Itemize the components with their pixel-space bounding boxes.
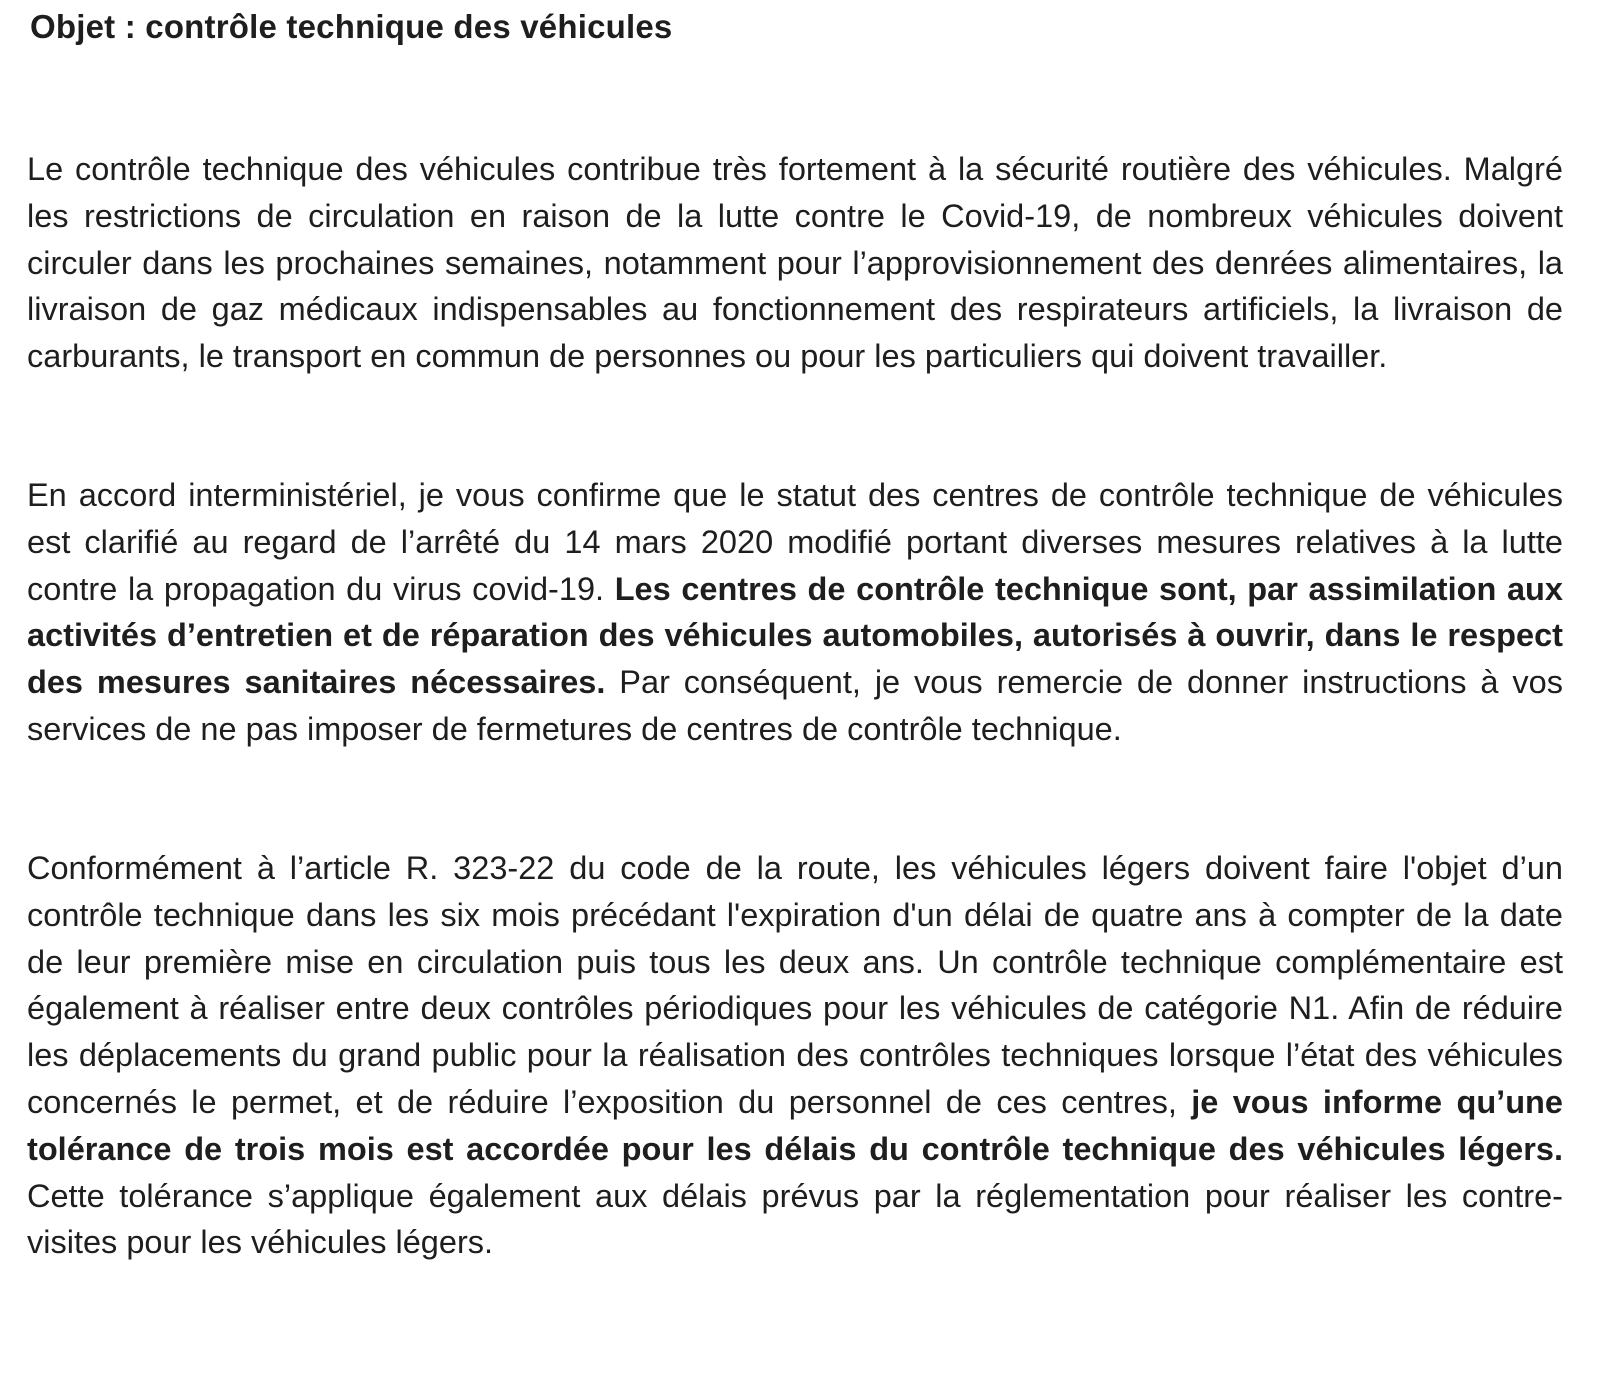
- paragraph-centres-status: [27, 472, 1563, 753]
- bold-emphasis-text: je vous informe qu’une tolérance de trois mois est accordée pour les délais du contrôle technique des véhicules légers.: [27, 1083, 1563, 1167]
- bold-emphasis-text: Les centres de contrôle technique sont, par assimilation aux activités d’entretien et de réparation des véhicules automobiles, autorisés à ouvrir, dans le respect des mesures sanitaires nécessaires.: [27, 570, 1563, 701]
- paragraph-text: En accord interministériel, je vous confirme que le statut des centres de contrôle technique de véhicules est clarifié au regard de l’arrêté du 14 mars 2020 modifié portant diverses mesures relatives à la lutte contre la propagation du virus covid-19.: [27, 477, 1563, 607]
- paragraph-text: Cette tolérance s’applique également aux délais prévus par la réglementation pour réaliser les contre-visites pour les véhicules légers.: [27, 1177, 1563, 1261]
- subject-heading: Objet : contrôle technique des véhicules: [30, 8, 673, 45]
- paragraph-context: [27, 146, 1563, 380]
- paragraph-text: Le contrôle technique des véhicules contribue très fortement à la sécurité routière des véhicules. Malgré les restrictions de circulation en raison de la lutte contre le Covid-19, de nombreux véhicules doivent circuler dans les prochaines semaines, notamment pour l’approvisionnement des denrées alimentaires, la livraison de gaz médicaux indispensables au fonctionnement des respirateurs artificiels, la livraison de carburants, le transport en commun de personnes ou pour les particuliers qui doivent travailler.: [27, 151, 1563, 375]
- paragraph-text: Conformément à l’article R. 323-22 du code de la route, les véhicules légers doivent faire l'objet d’un contrôle technique dans les six mois précédant l'expiration d'un délai de quatre ans à compter de la date de leur première mise en circulation puis tous les deux ans. Un contrôle technique complémentaire est également à réaliser entre deux contrôles périodiques pour les véhicules de catégorie N1. Afin de réduire les déplacements du grand public pour la réalisation des contrôles techniques lorsque l’état des véhicules concernés le permet, et de réduire l’exposition du personnel de ces centres,: [27, 850, 1563, 1120]
- paragraph-text: Par conséquent, je vous remercie de donner instructions à vos services de ne pas imposer de fermetures de centres de contrôle technique.: [27, 664, 1563, 747]
- paragraph-tolerance: [27, 845, 1563, 1266]
